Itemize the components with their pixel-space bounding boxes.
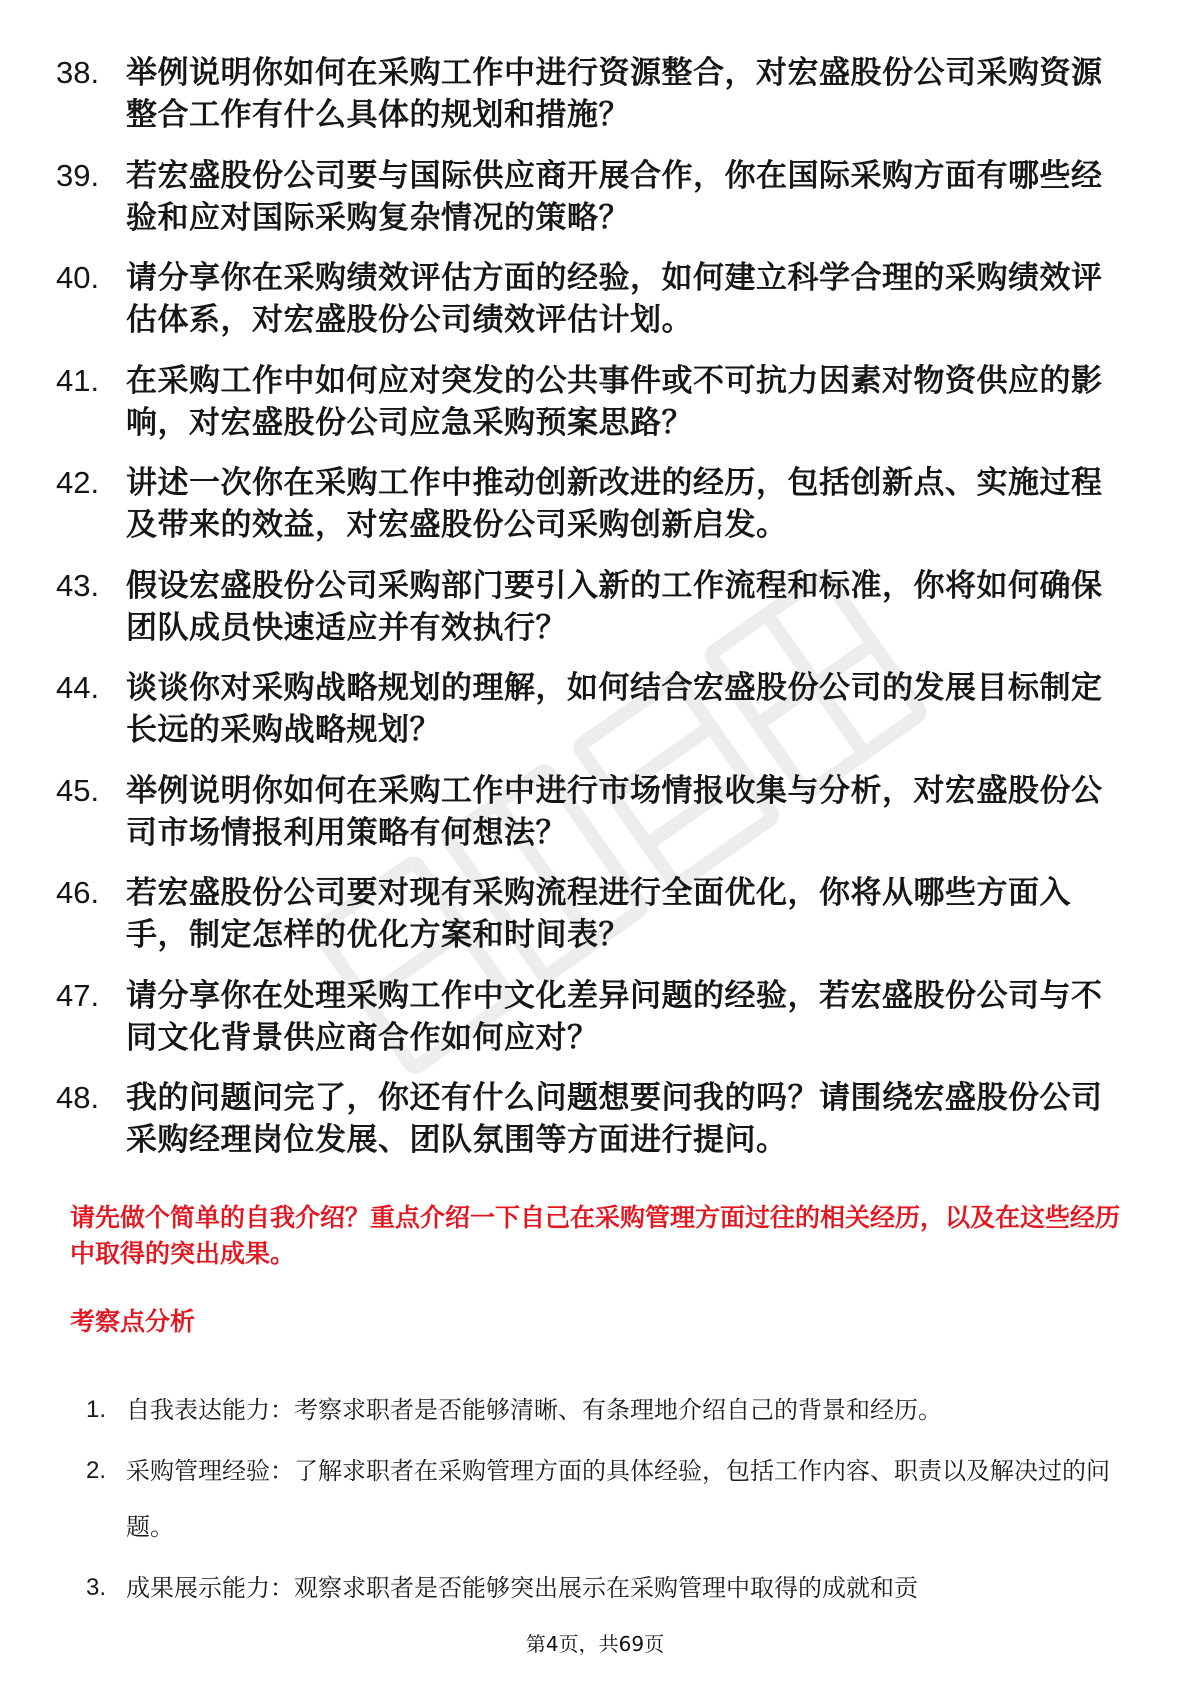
question-item xyxy=(56,872,1116,956)
analysis-item xyxy=(86,1443,1126,1555)
question-item xyxy=(56,52,1116,136)
analysis-number: 3. xyxy=(86,1574,107,1601)
question-number: 40. xyxy=(56,260,100,295)
question-text: 请分享你在采购绩效评估方面的经验，如何建立科学合理的采购绩效评估体系，对宏盛股份公司绩效评估计划。 xyxy=(126,260,1103,338)
analysis-list xyxy=(86,1382,1126,1621)
question-number: 41. xyxy=(56,362,100,398)
page-footer: 第4页，共69页 xyxy=(525,1632,665,1656)
question-item xyxy=(56,770,1116,854)
question-number: 45. xyxy=(56,772,100,808)
analysis-text: 采购管理经验：了解求职者在采购管理方面的具体经验，包括工作内容、职责以及解决过的问题。 xyxy=(126,1457,1110,1541)
analysis-number: 2. xyxy=(86,1457,107,1484)
question-number: 42. xyxy=(56,465,100,500)
analysis-text: 成果展示能力：观察求职者是否能够突出展示在采购管理中取得的成就和贡 xyxy=(126,1574,918,1602)
question-item xyxy=(56,360,1116,444)
analysis-heading: 考察点分析 xyxy=(70,1307,196,1336)
question-item xyxy=(56,975,1116,1059)
question-item xyxy=(56,1077,1116,1161)
question-item xyxy=(56,667,1116,751)
question-number: 38. xyxy=(56,55,100,90)
question-text: 请分享你在处理采购工作中文化差异问题的经验，若宏盛股份公司与不同文化背景供应商合作如何应对？ xyxy=(126,977,1103,1056)
question-list xyxy=(56,52,1116,1180)
question-text: 我的问题问完了，你还有什么问题想要问我的吗？请围绕宏盛股份公司采购经理岗位发展、团队氛围等方面进行提问。 xyxy=(126,1080,1103,1158)
question-item xyxy=(56,257,1116,341)
question-text: 讲述一次你在采购工作中推动创新改进的经历，包括创新点、实施过程及带来的效益，对宏盛股份公司采购创新启发。 xyxy=(126,465,1103,543)
question-number: 47. xyxy=(56,977,100,1013)
question-number: 39. xyxy=(56,157,100,193)
question-text: 若宏盛股份公司要对现有采购流程进行全面优化，你将从哪些方面入手，制定怎样的优化方案和时间表？ xyxy=(126,875,1071,953)
analysis-text: 自我表达能力：考察求职者是否能够清晰、有条理地介绍自己的背景和经历。 xyxy=(126,1396,942,1424)
question-number: 43. xyxy=(56,567,100,603)
question-item xyxy=(56,462,1116,546)
question-text: 举例说明你如何在采购工作中进行资源整合，对宏盛股份公司采购资源整合工作有什么具体的规划和措施？ xyxy=(126,55,1103,133)
question-text: 假设宏盛股份公司采购部门要引入新的工作流程和标准，你将如何确保团队成员快速适应并有效执行？ xyxy=(126,567,1103,646)
interview-prompt: 请先做个简单的自我介绍？重点介绍一下自己在采购管理方面过往的相关经历，以及在这些经历中取得的突出成果。 xyxy=(70,1203,1121,1268)
question-number: 48. xyxy=(56,1080,100,1115)
question-item xyxy=(56,155,1116,239)
question-number: 46. xyxy=(56,875,100,910)
analysis-item xyxy=(86,1560,1126,1616)
question-text: 谈谈你对采购战略规划的理解，如何结合宏盛股份公司的发展目标制定长远的采购战略规划？ xyxy=(126,670,1103,748)
question-text: 举例说明你如何在采购工作中进行市场情报收集与分析，对宏盛股份公司市场情报利用策略有何想法？ xyxy=(126,772,1103,851)
analysis-number: 1. xyxy=(86,1396,107,1423)
analysis-item xyxy=(86,1382,1126,1438)
question-text: 在采购工作中如何应对突发的公共事件或不可抗力因素对物资供应的影响，对宏盛股份公司应急采购预案思路？ xyxy=(126,362,1103,441)
question-text: 若宏盛股份公司要与国际供应商开展合作，你在国际采购方面有哪些经验和应对国际采购复杂情况的策略？ xyxy=(126,157,1103,236)
question-number: 44. xyxy=(56,670,100,705)
question-item xyxy=(56,565,1116,649)
